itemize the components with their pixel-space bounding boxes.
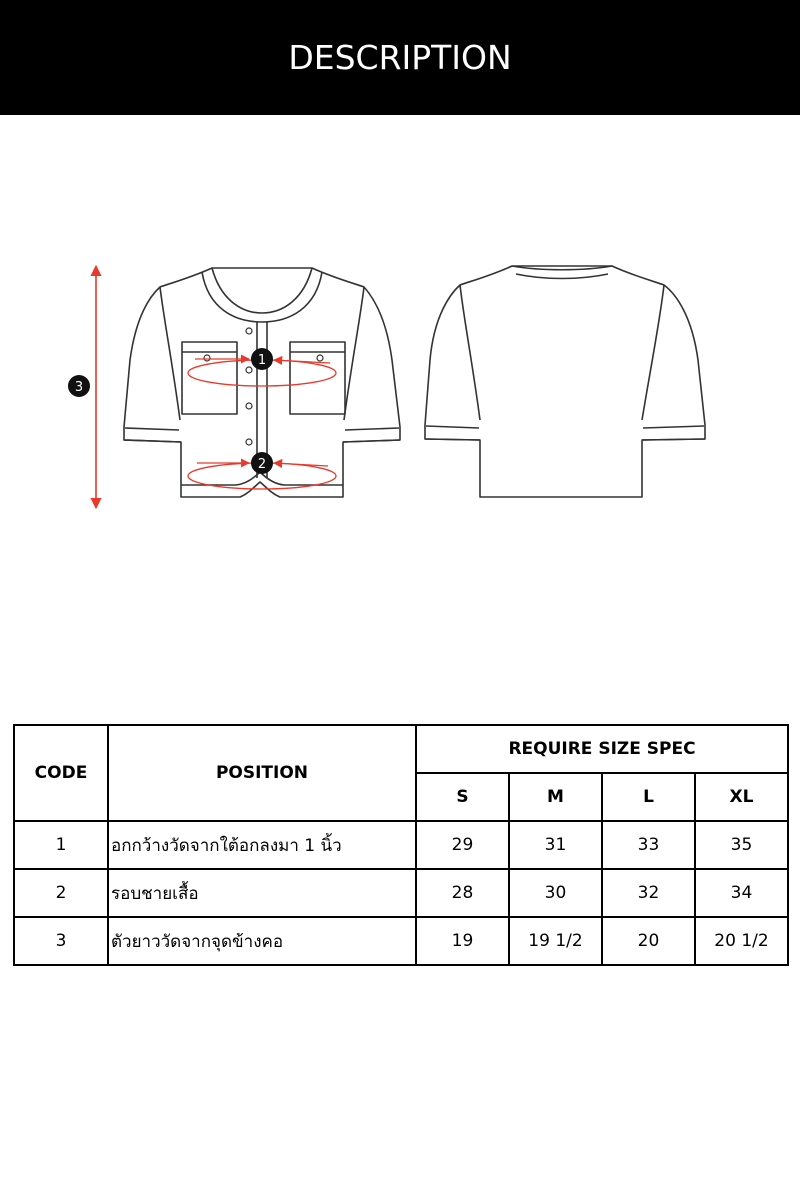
table-header-row	[14, 725, 788, 773]
table-row	[14, 917, 788, 965]
row-position: ตัวยาววัดจากจุดข้างคอ	[108, 917, 416, 965]
marker-2-label: 2	[257, 457, 267, 472]
size-m-header: M	[509, 773, 602, 821]
row-code: 3	[14, 917, 108, 965]
row-value-xl: 20 1/2	[695, 917, 788, 965]
row-value-m: 19 1/2	[509, 917, 602, 965]
size-l-header: L	[602, 773, 695, 821]
row-value-m: 30	[509, 869, 602, 917]
row-value-m: 31	[509, 821, 602, 869]
back-body-outline	[425, 266, 705, 497]
size-xl-header: XL	[695, 773, 788, 821]
marker-3-label: 3	[74, 380, 84, 395]
page-title: DESCRIPTION	[288, 38, 512, 77]
table-row	[14, 821, 788, 869]
garment-diagram	[0, 240, 800, 530]
row-code: 1	[14, 821, 108, 869]
row-value-l: 32	[602, 869, 695, 917]
row-position: อกกว้างวัดจากใต้อกลงมา 1 นิ้ว	[108, 821, 416, 869]
size-spec-header: REQUIRE SIZE SPEC	[416, 725, 788, 773]
row-value-s: 28	[416, 869, 509, 917]
row-code: 2	[14, 869, 108, 917]
row-value-s: 19	[416, 917, 509, 965]
row-value-s: 29	[416, 821, 509, 869]
header-banner	[0, 0, 800, 115]
row-value-l: 33	[602, 821, 695, 869]
row-value-l: 20	[602, 917, 695, 965]
size-s-header: S	[416, 773, 509, 821]
length-measurement	[68, 266, 96, 508]
table-row	[14, 869, 788, 917]
size-spec-table	[13, 724, 789, 966]
row-value-xl: 35	[695, 821, 788, 869]
row-value-xl: 34	[695, 869, 788, 917]
code-header: CODE	[14, 725, 108, 821]
row-position: รอบชายเสื้อ	[108, 869, 416, 917]
marker-1-label: 1	[257, 353, 267, 368]
position-header: POSITION	[108, 725, 416, 821]
back-view	[425, 266, 705, 497]
